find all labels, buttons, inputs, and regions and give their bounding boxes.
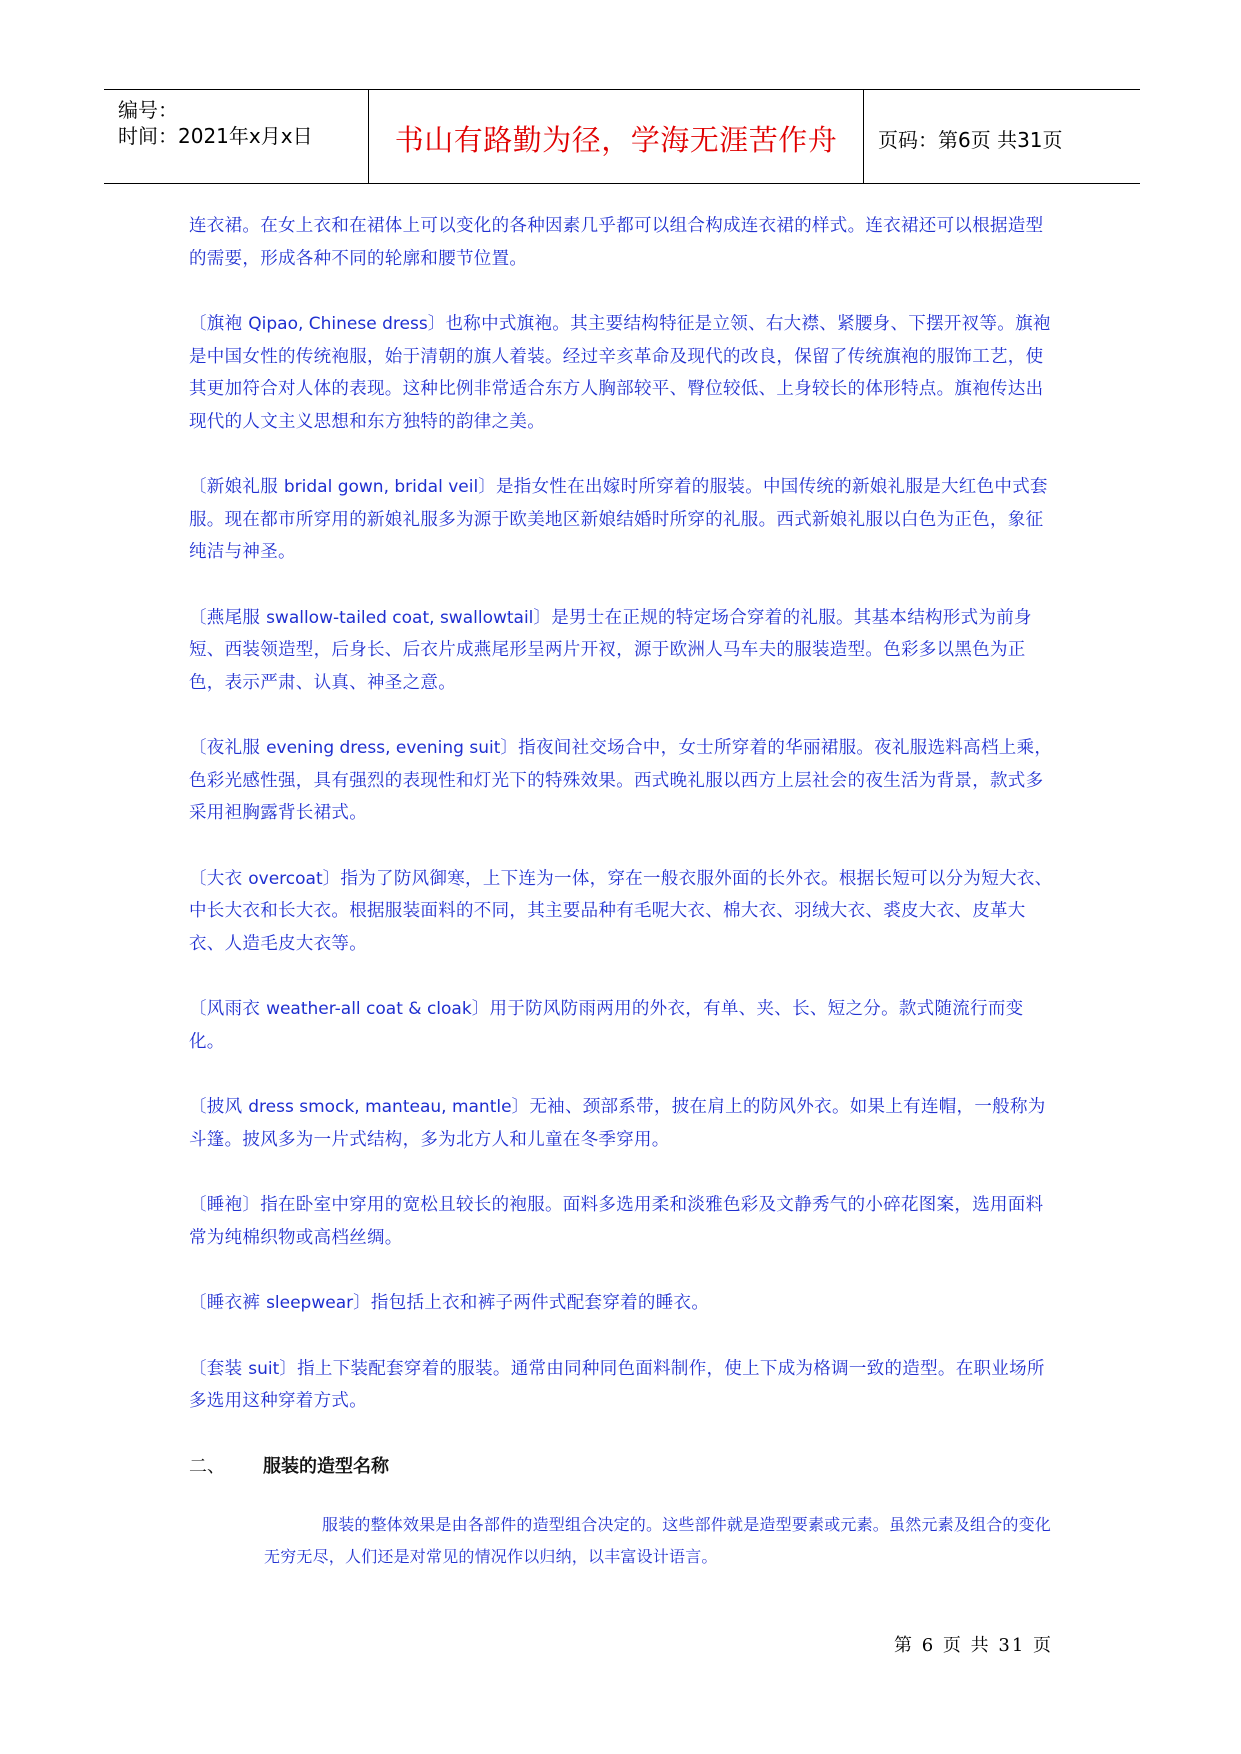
paragraph-prefix: 〔夜礼服 [189, 738, 267, 758]
paragraph-prefix: 〔披风 [189, 1097, 249, 1117]
english-term: sleepwear [266, 1293, 354, 1313]
paragraph-weather-coat [189, 993, 1059, 1058]
paragraph-text: 〔睡袍〕指在卧室中穿用的宽松且较长的袍服。面料多选用柔和淡雅色彩及文静秀气的小碎花图案，选用面料常为纯棉织物或高档丝绸。 [189, 1195, 1044, 1248]
paragraph-prefix: 〔大衣 [189, 868, 249, 889]
english-term: dress smock, manteau, mantle [248, 1097, 512, 1117]
paragraph-sleepwear [189, 1287, 1059, 1320]
paragraph-robe [189, 1189, 1059, 1254]
header-page-cell [864, 90, 1140, 183]
paragraph-evening-dress [189, 732, 1059, 830]
paragraph-prefix: 〔睡衣裤 [189, 1293, 267, 1313]
paragraph-swallowtail [189, 602, 1059, 700]
page-header [104, 89, 1140, 184]
paragraph-prefix: 〔套装 [189, 1358, 249, 1379]
paragraph-text: 〕用于防风防雨两用的外衣，有单、夹、长、短之分。款式随流行而变化。 [189, 999, 1024, 1052]
paragraph-text: 〕指包括上衣和裤子两件式配套穿着的睡衣。 [353, 1293, 710, 1313]
paragraph-text: 〕也称中式旗袍。其主要结构特征是立领、右大襟、紧腰身、下摆开衩等。旗袍是中国女性的传统袍服，始于清朝的旗人着装。经过辛亥革命及现代的改良，保留了传统旗袍的服饰工艺，使其更加符合对人体的表现。这种比例非常适合东方人胸部较平、臀位较低、上身较长的体形特点。旗袍传达出现代的人文主义思想和东方独特的韵律之美。 [189, 314, 1051, 432]
paragraph-bridal-gown [189, 471, 1059, 569]
paragraph-prefix: 〔旗袍 [189, 314, 249, 334]
paragraph-suit [189, 1353, 1059, 1418]
paragraph-text: 〕无袖、颈部系带，披在肩上的防风外衣。如果上有连帽，一般称为斗篷。披风多为一片式结构，多为北方人和儿童在冬季穿用。 [189, 1097, 1046, 1150]
document-body [189, 210, 1059, 1590]
section-title: 服装的造型名称 [263, 1455, 389, 1477]
paragraph-prefix: 〔新娘礼服 [189, 477, 284, 497]
english-term: bridal gown, bridal veil [283, 477, 479, 497]
paragraph-mantle [189, 1091, 1059, 1156]
paragraph-text: 〕是男士在正规的特定场合穿着的礼服。其基本结构形式为前身短、西装领造型，后身长、后衣片成燕尾形呈两片开衩，源于欧洲人马车夫的服装造型。色彩多以黑色为正色，表示严肃、认真、神圣之意。 [189, 607, 1032, 693]
english-term: overcoat [248, 868, 323, 889]
document-time-label: 时间：2021年x月x日 [118, 124, 313, 148]
english-term: Qipao, Chinese dress [248, 314, 428, 334]
paragraph-prefix: 〔燕尾服 [189, 607, 267, 628]
section-number: 二、 [189, 1455, 225, 1477]
section-heading [189, 1451, 1059, 1483]
english-term: suit [248, 1358, 280, 1379]
document-number-label: 编号： [118, 98, 178, 122]
header-motto-cell [369, 90, 864, 183]
header-page-number: 页码：第6页 共31页 [878, 128, 1063, 152]
paragraph-dress-continued [189, 210, 1059, 275]
paragraph-text: 〕指为了防风御寒，上下连为一体，穿在一般衣服外面的长外衣。根据长短可以分为短大衣、中长大衣和长大衣。根据服装面料的不同，其主要品种有毛呢大衣、棉大衣、羽绒大衣、裘皮大衣、皮革大衣、人造毛皮大衣等。 [189, 868, 1053, 954]
page-footer-number: 第 6 页 共 31 页 [894, 1635, 1053, 1656]
english-term: swallow-tailed coat, swallowtail [266, 607, 534, 628]
paragraph-text: 连衣裙。在女上衣和在裙体上可以变化的各种因素几乎都可以组合构成连衣裙的样式。连衣裙还可以根据造型的需要，形成各种不同的轮廓和腰节位置。 [189, 216, 1044, 269]
section-intro-paragraph: 服装的整体效果是由各部件的造型组合决定的。这些部件就是造型要素或元素。虽然元素及组合的变化无穷无尽，人们还是对常见的情况作以归纳，以丰富设计语言。 [264, 1514, 1052, 1566]
paragraph-text: 〕是指女性在出嫁时所穿着的服装。中国传统的新娘礼服是大红色中式套服。现在都市所穿用的新娘礼服多为源于欧美地区新娘结婚时所穿的礼服。西式新娘礼服以白色为正色，象征纯洁与神圣。 [189, 477, 1048, 562]
english-term: weather-all coat & cloak [266, 999, 472, 1019]
paragraph-overcoat [189, 863, 1059, 961]
english-term: evening dress, evening suit [266, 738, 501, 758]
paragraph-text: 〕指上下装配套穿着的服装。通常由同种同色面料制作，使上下成为格调一致的造型。在职业场所多选用这种穿着方式。 [189, 1358, 1045, 1411]
paragraph-qipao [189, 308, 1059, 438]
paragraph-prefix: 〔风雨衣 [189, 999, 267, 1019]
motto-text: 书山有路勤为径，学海无涯苦作舟 [394, 123, 838, 157]
paragraph-text: 〕指夜间社交场合中，女士所穿着的华丽裙服。夜礼服选料高档上乘，色彩光感性强，具有强烈的表现性和灯光下的特殊效果。西式晚礼服以西方上层社会的夜生活为背景，款式多采用袒胸露背长裙式。 [189, 738, 1053, 823]
header-meta-cell [104, 90, 369, 183]
